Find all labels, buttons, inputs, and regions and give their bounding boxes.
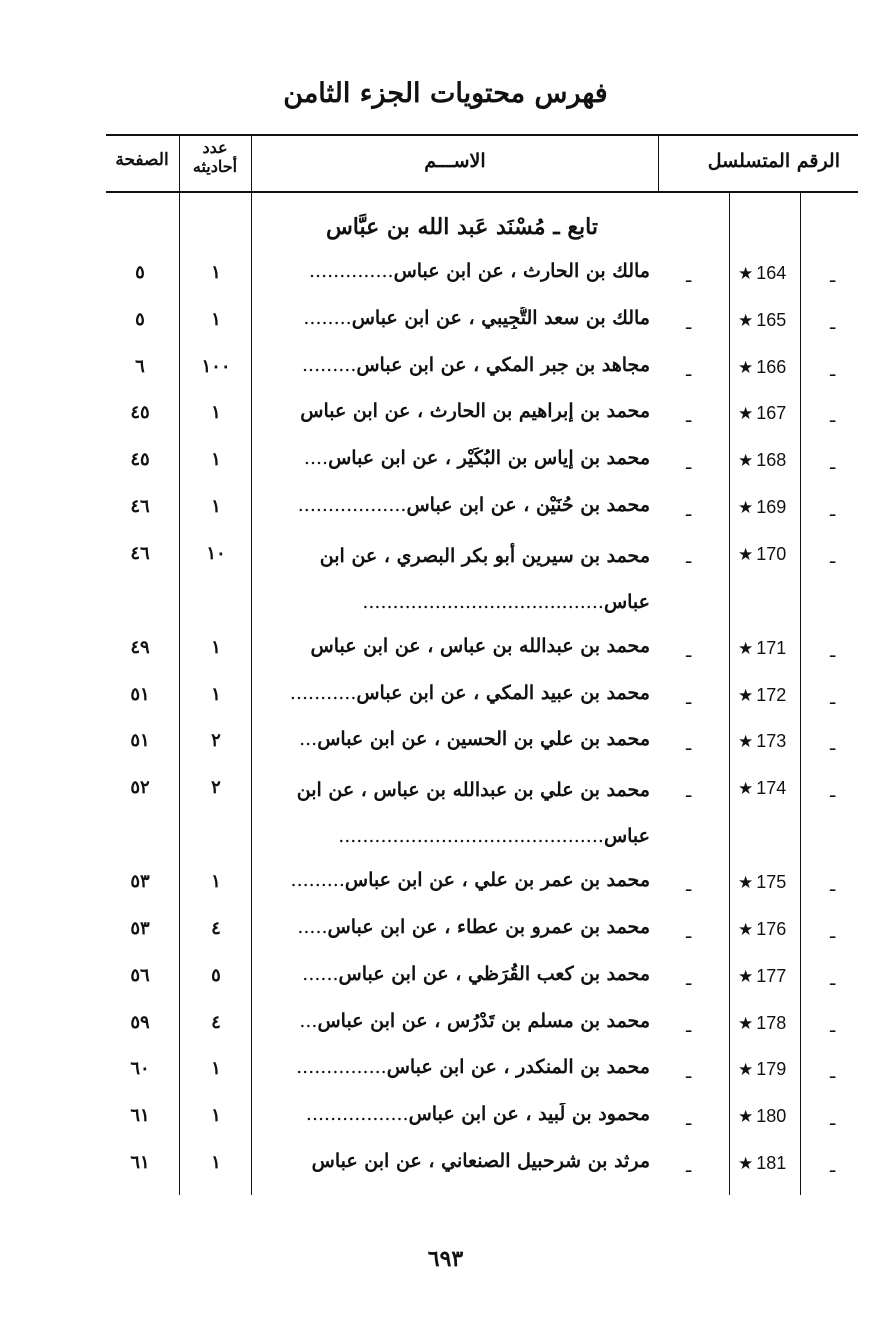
entry-name (262, 916, 650, 938)
serial-value: 167 (756, 403, 787, 424)
leader-dots: ........................................ (362, 590, 604, 613)
dash-mark: ـ (686, 500, 692, 521)
entry-name-text: محمد بن علي بن عبدالله بن عباس ، عن ابن عباس (296, 779, 650, 848)
dash-mark: ـ (686, 1015, 692, 1037)
hadith-count: ١ (211, 1105, 221, 1127)
entry-name (262, 635, 650, 657)
entry-name-text: محمد بن مسلم بن تَدْرُس ، عن ابن عباس (317, 1009, 650, 1032)
entry-name (262, 1103, 650, 1125)
hadith-count: ١ (211, 1058, 221, 1080)
serial-number (738, 919, 798, 940)
table-row (0, 1142, 891, 1188)
dash-mark: ـ (830, 1156, 836, 1177)
dash-mark: ـ (686, 968, 692, 990)
header-name: الاســـم (424, 150, 486, 172)
dash-mark: ـ (830, 266, 836, 287)
table-row (0, 1095, 891, 1141)
serial-number (738, 1013, 798, 1034)
page-ref: ٦١ (130, 1152, 150, 1173)
page-title: فهرس محتويات الجزء الثامن (283, 78, 608, 109)
entry-name-text: محمد بن عبيد المكي ، عن ابن عباس (356, 681, 650, 704)
table-row (0, 908, 891, 954)
table-row (0, 346, 891, 392)
page-ref: ٦١ (130, 1105, 150, 1127)
leader-dots: ........ (303, 306, 352, 329)
hadith-count: ١ (211, 1152, 221, 1173)
serial-value: 169 (756, 497, 787, 517)
star-icon: ★ (738, 310, 754, 330)
serial-value: 171 (756, 637, 787, 658)
entry-name (262, 767, 650, 859)
dash-mark: ـ (830, 453, 836, 475)
star-icon: ★ (738, 357, 754, 377)
serial-value: 178 (756, 1012, 787, 1033)
dash-mark: ـ (830, 1015, 836, 1037)
hadith-count: ١٠٠ (201, 355, 231, 377)
table-row (0, 674, 891, 720)
serial-number (738, 403, 798, 424)
serial-value: 177 (756, 965, 787, 986)
entry-name-text: محمد بن عمر بن علي ، عن ابن عباس (344, 869, 650, 892)
entry-name (262, 260, 650, 282)
serial-value: 174 (756, 778, 787, 799)
dash-mark: ـ (830, 546, 836, 568)
star-icon: ★ (738, 638, 754, 658)
dash-mark: ـ (686, 1156, 692, 1177)
serial-number (738, 450, 798, 471)
leader-dots: ................. (305, 1103, 409, 1126)
hadith-count: ٢ (211, 730, 221, 752)
entry-name-text: مالك بن الحارث ، عن ابن عباس (393, 260, 650, 282)
leader-dots: ...... (302, 962, 339, 985)
table-row (0, 767, 891, 859)
table-row (0, 439, 891, 485)
page-ref: ٥ (135, 308, 145, 330)
dash-mark: ـ (686, 406, 692, 428)
header-serial-number: الرقم المتسلسل (707, 150, 840, 172)
serial-value: 166 (756, 356, 787, 377)
star-icon: ★ (738, 544, 754, 564)
dash-mark: ـ (686, 922, 692, 943)
dash-mark: ـ (830, 875, 836, 897)
leader-dots: ... (299, 1009, 318, 1032)
leader-dots: ............................................ (338, 825, 604, 848)
entry-name (262, 682, 650, 704)
dash-mark: ـ (830, 312, 836, 334)
table-row (0, 861, 891, 907)
page-ref: ٤٩ (130, 636, 150, 658)
table-row (0, 1048, 891, 1094)
page-ref: ٥ (135, 262, 145, 283)
dash-mark: ـ (686, 1109, 692, 1131)
serial-value: 168 (756, 450, 787, 471)
hadith-count: ٤ (211, 1011, 221, 1033)
star-icon: ★ (738, 685, 754, 705)
page-ref: ٥١ (130, 730, 150, 752)
star-icon: ★ (738, 1107, 754, 1127)
hadith-count: ٥ (211, 964, 221, 986)
dash-mark: ـ (830, 406, 836, 428)
table-row (0, 627, 891, 673)
dash-mark: ـ (686, 734, 692, 756)
serial-value: 164 (756, 263, 787, 283)
leader-dots: ......... (302, 353, 357, 376)
page-ref: ٥١ (130, 683, 150, 705)
hadith-count: ١ (211, 683, 221, 705)
entry-name (262, 307, 650, 329)
dash-mark: ـ (686, 640, 692, 662)
page-ref: ٥٦ (130, 964, 150, 986)
serial-value: 179 (756, 1059, 787, 1080)
serial-number (738, 263, 798, 284)
leader-dots: ..... (297, 916, 328, 938)
entry-name-text: مجاهد بن جبر المكي ، عن ابن عباس (356, 353, 650, 376)
page-ref: ٥٩ (130, 1011, 150, 1033)
entry-name (262, 1010, 650, 1032)
dash-mark: ـ (686, 546, 692, 568)
page-ref: ٦ (135, 355, 145, 377)
star-icon: ★ (738, 1060, 754, 1080)
entry-name-text: محمود بن لَبيد ، عن ابن عباس (408, 1103, 650, 1126)
entry-name (262, 354, 650, 376)
table-row (0, 299, 891, 345)
hadith-count: ١ (211, 308, 221, 330)
serial-value: 176 (756, 919, 787, 939)
hadith-count: ١ (211, 871, 221, 893)
entry-name-text: محمد بن حُنَيْن ، عن ابن عباس (406, 494, 650, 516)
page-ref: ٥٣ (130, 871, 150, 893)
dash-mark: ـ (686, 1062, 692, 1084)
serial-number (738, 357, 798, 378)
entry-name (262, 494, 650, 516)
entry-name (262, 400, 650, 422)
leader-dots: .................. (297, 494, 407, 516)
hadith-count: ١ (211, 496, 221, 517)
entry-name-text: محمد بن كعب القُرَظي ، عن ابن عباس (338, 962, 650, 985)
header-bottom-rule (106, 191, 858, 193)
dash-mark: ـ (686, 266, 692, 287)
serial-number (738, 966, 798, 987)
serial-value: 172 (756, 684, 787, 705)
serial-value: 180 (756, 1106, 787, 1127)
star-icon: ★ (738, 966, 754, 986)
star-icon: ★ (738, 779, 754, 799)
star-icon: ★ (738, 732, 754, 752)
serial-value: 173 (756, 731, 787, 752)
serial-number (738, 685, 798, 706)
hadith-count: ١ (211, 262, 221, 283)
star-icon: ★ (738, 451, 754, 471)
page-ref: ٤٥ (130, 402, 150, 424)
leader-dots: ... (299, 728, 318, 751)
leader-dots: ......... (290, 869, 345, 892)
page-ref: ٤٦ (130, 496, 150, 517)
dash-mark: ـ (830, 734, 836, 756)
star-icon: ★ (738, 873, 754, 893)
table-row (0, 486, 891, 532)
entry-name-text: مرثد بن شرحبيل الصنعاني ، عن ابن عباس (311, 1150, 650, 1172)
dash-mark: ـ (686, 687, 692, 709)
entry-name-text: مالك بن سعد التُّجِيبي ، عن ابن عباس (351, 306, 650, 329)
star-icon: ★ (738, 1154, 754, 1173)
entry-name (262, 869, 650, 891)
table-row (0, 392, 891, 438)
table-row (0, 955, 891, 1001)
leader-dots: .... (303, 447, 329, 470)
table-row (0, 720, 891, 766)
serial-value: 175 (756, 872, 787, 893)
serial-value: 170 (756, 543, 787, 564)
dash-mark: ـ (830, 359, 836, 381)
dash-mark: ـ (830, 640, 836, 662)
entry-name-text: محمد بن إياس بن البُكَيْر ، عن ابن عباس (328, 447, 650, 470)
serial-number (738, 638, 798, 659)
serial-number (738, 872, 798, 893)
table-row (0, 533, 891, 625)
column-divider (658, 135, 659, 192)
leader-dots: ............... (296, 1056, 387, 1079)
dash-mark: ـ (830, 781, 836, 803)
entry-name (262, 1056, 650, 1078)
entry-name-text: محمد بن عبدالله بن عباس ، عن ابن عباس (310, 634, 650, 657)
page-ref: ٦٠ (130, 1058, 150, 1080)
page-ref: ٤٦ (130, 542, 150, 564)
leader-dots: .............. (309, 260, 394, 282)
dash-mark: ـ (686, 781, 692, 803)
header-page: الصفحة (115, 150, 169, 170)
star-icon: ★ (738, 498, 754, 517)
serial-number (738, 1106, 798, 1127)
entry-name (262, 728, 650, 750)
star-icon: ★ (738, 404, 754, 424)
entry-name (262, 1150, 650, 1172)
star-icon: ★ (738, 264, 754, 283)
entry-name (262, 447, 650, 469)
dash-mark: ـ (830, 922, 836, 943)
table-row (0, 1002, 891, 1048)
entry-name (262, 963, 650, 985)
header-hadith-count: عدد أحاديثه (192, 138, 238, 176)
entry-name-text: محمد بن عمرو بن عطاء ، عن ابن عباس (327, 916, 650, 938)
hadith-count: ١٠ (206, 542, 226, 564)
dash-mark: ـ (830, 1109, 836, 1131)
star-icon: ★ (738, 1013, 754, 1033)
serial-number (738, 731, 798, 752)
dash-mark: ـ (830, 500, 836, 521)
dash-mark: ـ (830, 1062, 836, 1084)
page-number: ٦٩٣ (427, 1246, 464, 1272)
dash-mark: ـ (686, 453, 692, 475)
serial-number (738, 310, 798, 331)
dash-mark: ـ (830, 968, 836, 990)
table-row (0, 252, 891, 298)
hadith-count: ١ (211, 636, 221, 658)
dash-mark: ـ (830, 687, 836, 709)
group-heading: تابع ـ مُسْنَد عَبد الله بن عبَّاس (325, 214, 598, 240)
header-top-rule (106, 134, 858, 136)
dash-mark: ـ (686, 359, 692, 381)
serial-number (738, 1153, 798, 1174)
serial-value: 181 (756, 1153, 787, 1173)
leader-dots: ........... (289, 681, 357, 704)
entry-name-text: محمد بن المنكدر ، عن ابن عباس (386, 1056, 650, 1079)
hadith-count: ٤ (211, 918, 221, 939)
entry-name-text: محمد بن إبراهيم بن الحارث ، عن ابن عباس (300, 400, 650, 423)
hadith-count: ١ (211, 449, 221, 471)
serial-number (738, 544, 798, 565)
hadith-count: ٢ (211, 777, 221, 799)
page-ref: ٤٥ (130, 449, 150, 471)
entry-name-text: محمد بن سيرين أبو بكر البصري ، عن ابن عباس (319, 544, 650, 613)
serial-number (738, 778, 798, 799)
serial-number (738, 1059, 798, 1080)
star-icon: ★ (738, 920, 754, 939)
entry-name (262, 533, 650, 625)
serial-number (738, 497, 798, 518)
dash-mark: ـ (686, 312, 692, 334)
dash-mark: ـ (686, 875, 692, 897)
entry-name-text: محمد بن علي بن الحسين ، عن ابن عباس (317, 728, 650, 751)
page-ref: ٥٢ (130, 777, 150, 799)
serial-value: 165 (756, 309, 787, 330)
hadith-count: ١ (211, 402, 221, 424)
page-ref: ٥٣ (130, 918, 150, 939)
